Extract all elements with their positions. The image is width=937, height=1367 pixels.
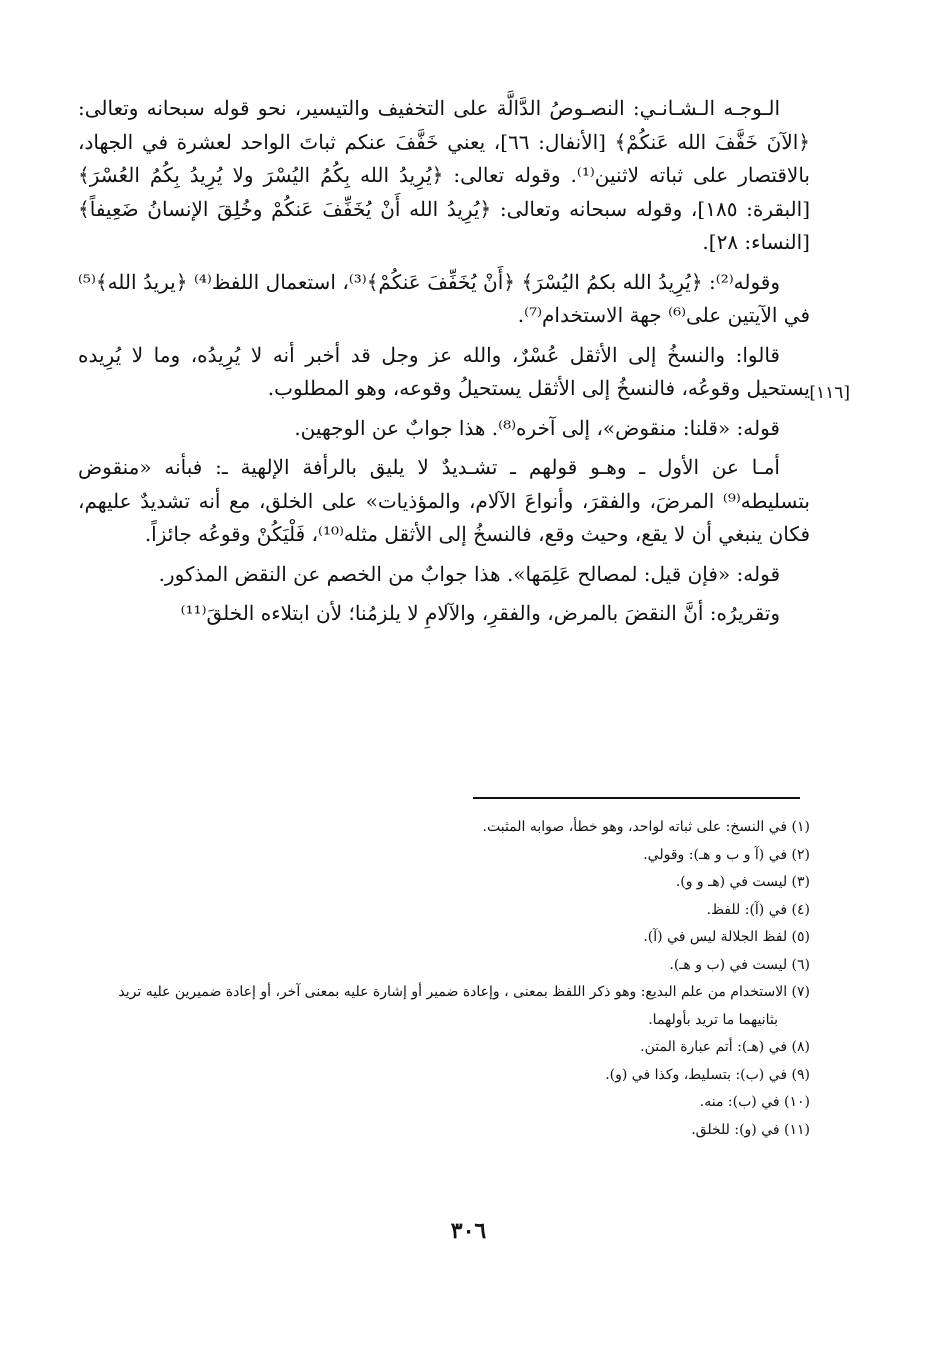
footnote-5: (٥) لفظ الجلالة ليس في (آ).	[643, 929, 810, 945]
paragraph-explanation: وتقريرُه: أنَّ النقضَ بالمرض، والفقرِ، والآلامِ لا يلزمُنا؛ لأن ابتلاءه الخلقَ⁽¹¹⁾	[180, 601, 780, 625]
footnote-separator	[473, 797, 800, 799]
footnote-6: (٦) ليست في (ب و هـ).	[669, 956, 810, 973]
main-text	[78, 92, 810, 637]
paragraph-second-aspect: الـوجـه الـشـانـي: النصـوصُ الدَّالَّة على التخفيف والتيسير، نحو قوله سبحانه وتعالى: ﴿الآنَ خَفَّفَ الله عَنكُمْ﴾ [الأنفال: ٦٦]، يعني خَفَّفَ عنكم ثباتَ الواحد لعشرة في الجهاد، بالاقتصار على ثباته لاثنين⁽¹⁾. وقوله تعالى: ﴿يُرِيدُ الله بِكُمُ اليُسْرَ ولا يُرِيدُ بِكُمُ العُسْرَ﴾ [البقرة: ١٨٥]، وقوله سبحانه وتعالى: ﴿يُرِيدُ الله أَنْ يُخَفِّفَ عَنكُمْ وخُلِقَ الإنسانُ ضَعِيفاً﴾ [النساء: ٢٨].	[78, 96, 810, 254]
footnotes	[78, 814, 810, 1144]
footnote-4: (٤) في (آ): للفظ.	[706, 901, 810, 918]
footnote-9: (٩) في (ب): بتسليط، وكذا في (و).	[605, 1066, 810, 1083]
footnote-3: (٣) ليست في (هـ و و).	[675, 874, 810, 890]
footnote-1: (١) في النسخ: على ثباته لواحد، وهو خطأ، صوابه المثبت.	[482, 819, 810, 835]
footnote-10: (١٠) في (ب): منه.	[699, 1094, 810, 1110]
page-number: ٣٠٦	[450, 1218, 487, 1244]
section-marker: [١١٦]	[809, 383, 850, 403]
footnote-11: (١١) في (و): للخلق.	[691, 1121, 810, 1138]
footnote-2: (٢) في (آ و ب و هـ): وقولي.	[643, 846, 810, 863]
paragraph-first-answer: أمـا عن الأول ـ وهـو قولهم ـ تشـديدٌ لا يليق بالرأفة الإلهية ـ: فبأنه «منقوض بتسليطه⁽⁹⁾ المرضَ، والفقرَ، وأنواعَ الآلام، والمؤذيات» على الخلق، مع أنه تشديدٌ عليهم، فكان ينبغي أن لا يقع، وحيث وقع، فالنسخُ إلى الأثقل مثله⁽¹⁰⁾، فَلْيَكُنْ وقوعُه جائزاً.	[78, 455, 810, 546]
paragraph-if-said: قوله: «فإن قيل: لمصالح عَلِمَها». هذا جوابٌ من الخصم عن النقض المذكور.	[158, 561, 780, 586]
footnote-8: (٨) في (هـ): أتم عبارة المتن.	[640, 1039, 810, 1055]
paragraph-his-saying: وقوله⁽²⁾: ﴿يُرِيدُ الله بكمُ اليُسْرَ﴾ ﴿أَنْ يُخَفِّفَ عَنكُمْ﴾⁽³⁾، استعمال اللفظ⁽⁴⁾ ﴿يريدُ الله﴾⁽⁵⁾ في الآيتين على⁽⁶⁾ جهة الاستخدام⁽⁷⁾.	[78, 269, 810, 327]
paragraph-we-said: قوله: «قلنا: منقوض»، إلى آخره⁽⁸⁾. هذا جوابٌ عن الوجهين.	[294, 415, 780, 440]
paragraph-they-said: قالوا: والنسخُ إلى الأثقل عُسْرٌ، والله عز وجل قد أخبر أنه لا يُرِيدُه، وما لا يُرِيده يستحيل وقوعُه، فالنسخُ إلى الأثقل يستحيلُ وقوعه، وهو المطلوب.	[78, 342, 810, 400]
footnote-7: (٧) الاستخدام من علم البديع: وهو ذكر اللفظ بمعنى ، وإعادة ضمير أو إشارة عليه بمعنى آخر، أو إعادة ضميرين عليه تريد بثانيهما ما تريد بأولهما.	[118, 984, 810, 1028]
